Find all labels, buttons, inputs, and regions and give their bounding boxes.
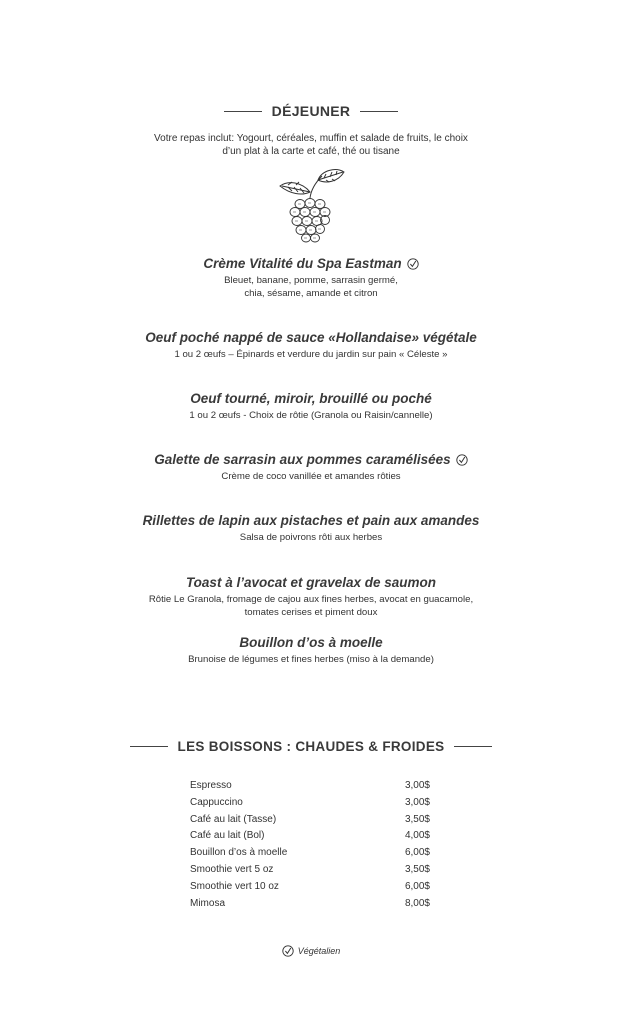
dish-3: [0, 390, 622, 423]
list-item: [190, 879, 430, 896]
dish-4: [0, 451, 622, 484]
desc-line: Bleuet, banane, pomme, sarrasin germé,: [224, 275, 398, 286]
list-item: [190, 812, 430, 829]
dish-5: [0, 512, 622, 545]
dish-name: [190, 390, 432, 407]
dish-description: [0, 594, 622, 619]
dish-name: [154, 451, 467, 468]
drink-price: 6,00$: [404, 880, 430, 892]
desc-line: Brunoise de légumes et fines herbes (miso à la demande): [188, 654, 434, 665]
dish-description: [0, 471, 622, 484]
list-item: [190, 778, 430, 795]
drink-price: 3,50$: [404, 863, 430, 875]
dish-name-text: Toast à l’avocat et gravelax de saumon: [185, 575, 437, 590]
drink-name: Café au lait (Tasse): [190, 813, 277, 825]
dish-name: [143, 512, 480, 529]
vegan-check-icon: [282, 945, 294, 957]
desc-line: Rôtie Le Granola, fromage de cajou aux fines herbes, avocat en guacamole,: [148, 594, 474, 605]
title-rule-right: [360, 111, 398, 112]
desc-line: 1 ou 2 œufs – Épinards et verdure du jardin sur pain « Céleste »: [174, 349, 448, 360]
drinks-title-text: LES BOISSONS : CHAUDES & FROIDES: [177, 738, 445, 754]
vegan-check-icon: [407, 258, 419, 270]
intro-line-2: d’un plat à la carte et café, thé ou tisane: [222, 145, 400, 157]
dish-name-text: Bouillon d’os à moelle: [239, 635, 383, 650]
desc-line: 1 ou 2 œufs - Choix de rôtie (Granola ou Raisin/cannelle): [189, 410, 433, 421]
drink-name: Mimosa: [190, 897, 226, 909]
drink-price: 3,00$: [404, 780, 430, 791]
drinks-list: [190, 778, 430, 912]
dish-name-text: Oeuf poché nappé de sauce «Hollandaise» végétale: [145, 330, 477, 345]
dish-name-text: Oeuf tourné, miroir, brouillé ou poché: [190, 391, 432, 406]
dish-description: [0, 532, 622, 545]
drink-price: 4,00$: [404, 830, 430, 842]
drink-name: Espresso: [190, 780, 232, 791]
desc-line: tomates cerises et piment doux: [244, 606, 378, 618]
intro-line-1: Votre repas inclut: Yogourt, céréales, muffin et salade de fruits, le choix: [154, 133, 468, 144]
list-item: [190, 896, 430, 913]
title-rule-right: [454, 746, 492, 747]
dish-description: [0, 410, 622, 423]
drink-name: Smoothie vert 5 oz: [190, 863, 274, 875]
drink-name: Café au lait (Bol): [190, 830, 265, 842]
breakfast-title-text: DÉJEUNER: [271, 103, 351, 119]
legend-label: Végétalien: [297, 946, 341, 956]
drink-name: Bouillon d’os à moelle: [190, 847, 288, 859]
dish-2: [0, 329, 622, 362]
dish-name: [145, 329, 477, 346]
list-item: [190, 845, 430, 862]
dish-name-text: Galette de sarrasin aux pommes caramélisées: [154, 452, 451, 467]
desc-line: Crème de coco vanillée et amandes rôties: [221, 471, 401, 482]
dish-1: [0, 255, 622, 300]
drink-name: Smoothie vert 10 oz: [190, 880, 279, 892]
dish-6: [0, 574, 622, 619]
dish-7: [0, 634, 622, 667]
drink-price: 8,00$: [404, 897, 430, 909]
dish-name: [203, 255, 418, 272]
vegan-check-icon: [456, 454, 468, 466]
breakfast-title: [0, 101, 622, 121]
dish-description: [0, 275, 622, 300]
breakfast-intro: [0, 133, 622, 158]
legend: [0, 945, 622, 957]
drink-name: Cappuccino: [190, 796, 243, 808]
drinks-title: [0, 736, 622, 756]
desc-line: Salsa de poivrons rôti aux herbes: [239, 532, 383, 543]
title-rule-left: [130, 746, 168, 747]
drink-price: 3,00$: [404, 796, 430, 808]
desc-line: chia, sésame, amande et citron: [244, 287, 378, 299]
dish-name: [186, 574, 436, 591]
drink-price: 6,00$: [404, 847, 430, 859]
list-item: [190, 828, 430, 845]
list-item: [190, 795, 430, 812]
dish-name-text: Crème Vitalité du Spa Eastman: [203, 256, 402, 271]
dish-name-text: Rillettes de lapin aux pistaches et pain aux amandes: [142, 513, 480, 528]
drink-price: 3,50$: [404, 813, 430, 825]
list-item: [190, 862, 430, 879]
dish-name: [239, 634, 382, 651]
dish-description: [0, 349, 622, 362]
dish-description: [0, 654, 622, 667]
raspberry-icon: [274, 168, 346, 246]
title-rule-left: [224, 111, 262, 112]
